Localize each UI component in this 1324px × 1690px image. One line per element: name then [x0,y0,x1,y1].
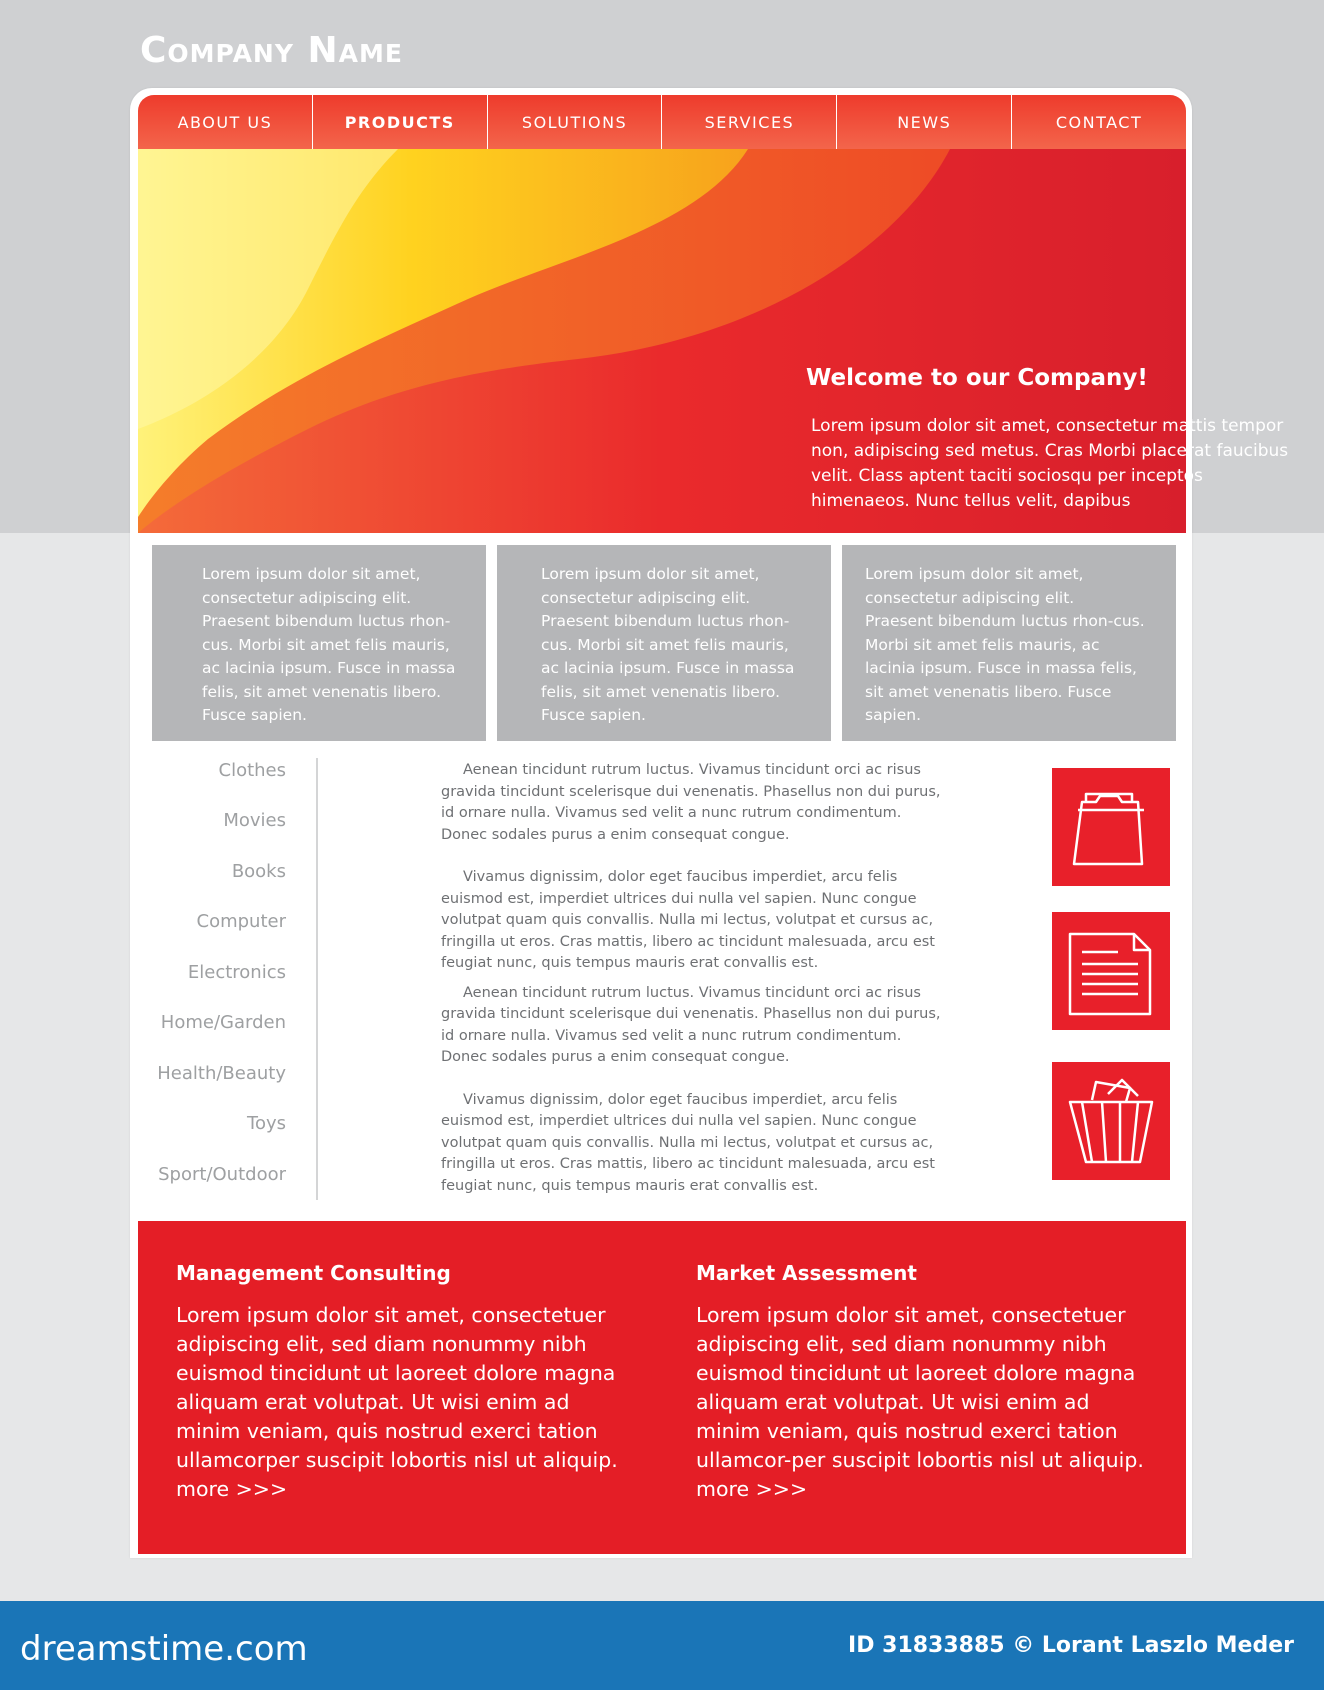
content-paragraph: Vivamus dignissim, dolor eget faucibus imperdiet, arcu felis euismod est, imperdiet ultrices dui nulla vel sapien. Nunc congue volutpat quam quis convallis. Nulla mi lectus, volutpat et cursus ac, fringilla ut eros. Cras mattis, libero ac tincidunt malesuada, arcu est feugiat nunc, quis tempus mauris erat convallis est. [441,869,935,971]
content-paragraph: Aenean tincidunt rutrum luctus. Vivamus tincidunt orci ac risus gravida tincidunt scelerisque dui venenatis. Phasellus non dui purus, id ornare nulla. Vivamus sed velit a nunc rutrum condimentum. Donec sodales purus a enim consequat congue. [441,984,941,1065]
sidebar-item-toys[interactable]: Toys [247,1113,286,1134]
hero-title: Welcome to our Company! [806,365,1148,391]
sidebar-item-home-garden[interactable]: Home/Garden [160,1012,286,1033]
sidebar-item-computer[interactable]: Computer [196,911,286,932]
content-paragraph: Aenean tincidunt rutrum luctus. Vivamus tincidunt orci ac risus gravida tincidunt scelerisque dui venenatis. Phasellus non dui purus, id ornare nulla. Vivamus sed velit a nunc rutrum condimentum. Donec sodales purus a enim consequat congue. [441,762,941,843]
sidebar-item-sport-outdoor[interactable]: Sport/Outdoor [158,1164,286,1185]
feature-box: Lorem ipsum dolor sit amet, consectetur adipiscing elit. Praesent bibendum luctus rhon-cus. Morbi sit amet felis mauris, ac lacinia ipsum. Fusce in massa felis, sit amet venenatis libero. Fusce sapien. [152,545,486,741]
footer-column-management [176,1261,636,1504]
watermark-id: ID 31833885 © Lorant Laszlo Meder [848,1633,1294,1658]
hero-text: Lorem ipsum dolor sit amet, consectetur mattis tempor non, adipiscing sed metus. Cras Morbi placerat faucibus velit. Class aptent taciti sociosqu per inceptos himenaeos. Nunc tellus velit, dapibus [811,416,1289,511]
nav-services[interactable]: SERVICES [662,95,837,149]
nav-solutions[interactable]: SOLUTIONS [488,95,663,149]
more-link[interactable]: more >>> [176,1477,288,1501]
sidebar-item-movies[interactable]: Movies [223,810,286,831]
sidebar-item-clothes[interactable]: Clothes [218,760,286,781]
hero-banner [138,149,1289,533]
folder-icon [1052,768,1170,886]
footer-column-title: Management Consulting [176,1261,451,1285]
nav-news[interactable]: NEWS [837,95,1012,149]
sidebar-item-health-beauty[interactable]: Health/Beauty [157,1063,286,1084]
trash-icon [1052,1062,1170,1180]
watermark-logo: dreamstime.com [20,1629,308,1669]
main-nav [138,95,1186,149]
nav-contact[interactable]: CONTACT [1055,112,1143,132]
footer-column-title: Market Assessment [696,1261,917,1285]
footer-band [138,1221,1186,1554]
footer-column-text: Lorem ipsum dolor sit amet, consectetuer adipiscing elit, sed diam nonummy nibh euismod tincidunt ut laoreet dolore magna aliquam erat volutpat. Ut wisi enim ad minim veniam, quis nostrud exerci tation ullamcor-per suscipit lobortis nisl ut aliquip. [696,1303,1144,1472]
feature-boxes [152,545,1176,741]
document-button[interactable] [1052,912,1170,1030]
trash-button[interactable] [1052,1062,1170,1180]
nav-products[interactable]: PRODUCTS [313,95,488,149]
feature-box: Lorem ipsum dolor sit amet, consectetur adipiscing elit. Praesent bibendum luctus rhon-cus. Morbi sit amet felis mauris, ac lacinia ipsum. Fusce in massa felis, sit amet venenatis libero. Fusce sapien. [497,545,831,741]
footer-column-market [696,1261,1156,1504]
category-sidebar [150,758,318,1200]
sidebar-item-electronics[interactable]: Electronics [187,962,286,983]
document-icon [1052,912,1170,1030]
more-link[interactable]: more >>> [696,1477,808,1501]
feature-box: Lorem ipsum dolor sit amet, consectetur adipiscing elit. Praesent bibendum luctus rhon-cus. Morbi sit amet felis mauris, ac lacinia ipsum. Fusce in massa felis, sit amet venenatis libero. Fusce sapien. [842,545,1176,741]
company-name: Company Name [140,30,403,71]
content-paragraph: Vivamus dignissim, dolor eget faucibus imperdiet, arcu felis euismod est, imperdiet ultrices dui nulla vel sapien. Nunc congue volutpat quam quis convallis. Nulla mi lectus, volutpat et cursus ac, fringilla ut eros. Cras mattis, libero ac tincidunt malesuada, arcu est feugiat nunc, quis tempus mauris erat convallis est. [441,1091,935,1194]
sidebar-item-books[interactable]: Books [231,861,286,882]
folder-button[interactable] [1052,768,1170,886]
main-content [441,760,951,1197]
nav-about-us[interactable]: ABOUT US [138,95,313,149]
footer-column-text: Lorem ipsum dolor sit amet, consectetuer adipiscing elit, sed diam nonummy nibh euismod tincidunt ut laoreet dolore magna aliquam erat volutpat. Ut wisi enim ad minim veniam, quis nostrud exerci tation ullamcorper suscipit lobortis nisl ut aliquip. [176,1303,618,1472]
